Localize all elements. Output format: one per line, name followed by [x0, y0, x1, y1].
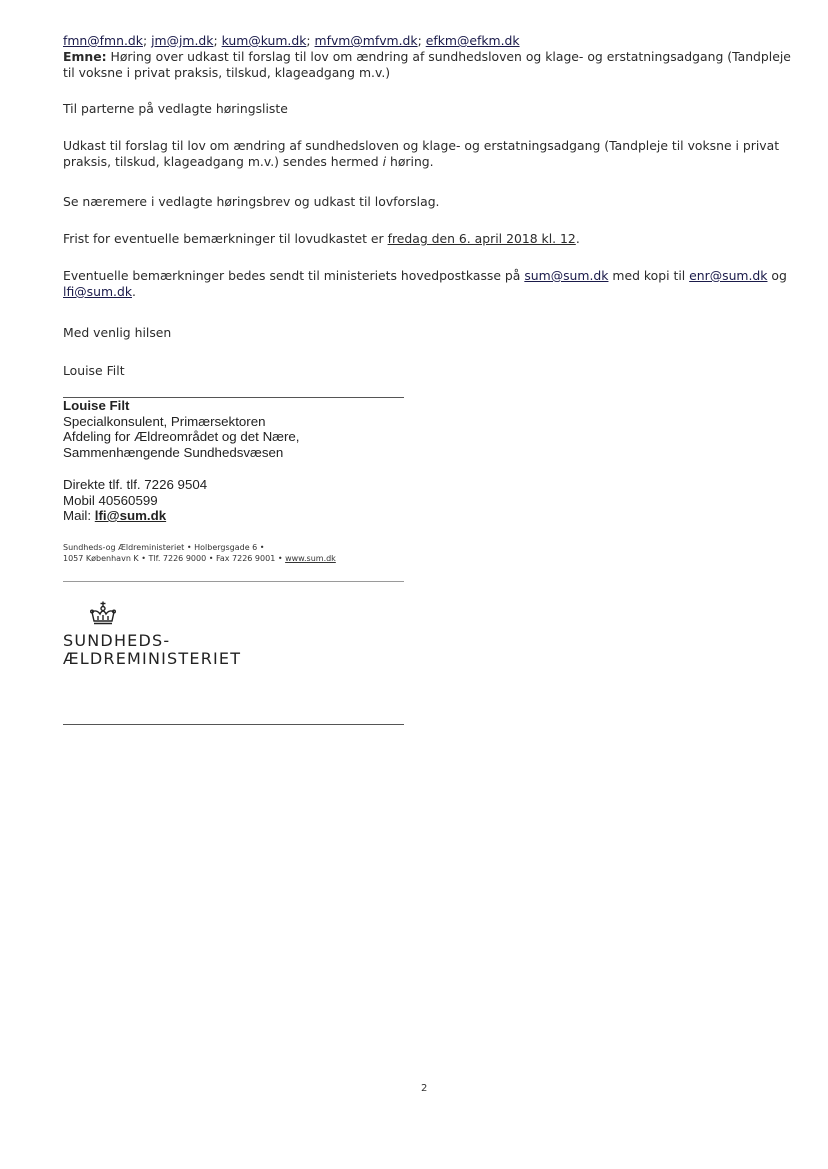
paragraph-1-line1: Udkast til forslag til lov om ændring af sundhedsloven og klage- og erstatningsadgang (Tandpleje til voksne i privat	[63, 138, 780, 153]
address-divider	[63, 581, 404, 582]
greeting: Til parterne på vedlagte høringsliste	[63, 101, 288, 116]
signature-mail-link[interactable]: lfi@sum.dk	[94, 508, 167, 523]
subject-label: Emne:	[63, 49, 107, 64]
paragraph-3-end: .	[575, 231, 580, 246]
paragraph-1-italic: i	[382, 154, 387, 169]
signature-block	[63, 398, 300, 460]
signature-name: Louise Filt	[63, 398, 130, 413]
address-line2: 1057 København K • Tlf. 7226 9000 • Fax 7226 9001 •	[63, 554, 286, 563]
signature-direct-phone: Direkte tlf. tlf. 7226 9504	[63, 477, 208, 492]
address-line1: Sundheds-og Ældreministeriet • Holbergsgade 6 •	[63, 543, 265, 552]
signature-title: Specialkonsulent, Primærsektoren	[63, 413, 266, 429]
paragraph-4-mid: med kopi til	[608, 268, 690, 283]
signature-dept1: Afdeling for Ældreområdet og det Nære,	[63, 429, 300, 444]
email-link-copy[interactable]: enr@sum.dk	[689, 268, 768, 283]
ministry-address	[63, 542, 336, 564]
paragraph-1-line2b: høring.	[386, 154, 434, 169]
contact-block	[63, 477, 207, 524]
paragraph-3	[63, 231, 580, 247]
website-link[interactable]: www.sum.dk	[285, 554, 336, 563]
crown-icon	[89, 601, 117, 627]
signature-dept2: Sammenhængende Sundhedsvæsen	[63, 444, 284, 460]
logo-line1: SUNDHEDS-	[63, 631, 171, 650]
subject-text-line2: til voksne i privat praksis, tilskud, klageadgang m.v.)	[63, 65, 391, 80]
ministry-logo-text	[63, 632, 241, 668]
signature-mobile: Mobil 40560599	[63, 492, 158, 508]
paragraph-4	[63, 268, 803, 300]
recipient-link[interactable]: fmn@fmn.dk	[63, 33, 143, 48]
email-link-main[interactable]: sum@sum.dk	[524, 268, 609, 283]
subject	[63, 49, 803, 81]
recipients-line: fmn@fmn.dk; jm@jm.dk; kum@kum.dk; mfvm@mfvm.dk; efkm@efkm.dk	[63, 33, 520, 48]
logo-line2: ÆLDREMINISTERIET	[63, 649, 242, 668]
signature-mail-label: Mail:	[63, 508, 95, 523]
paragraph-4-end: .	[132, 284, 136, 299]
paragraph-1	[63, 138, 803, 170]
paragraph-4-and: og	[767, 268, 787, 283]
deadline: fredag den 6. april 2018 kl. 12	[387, 231, 576, 246]
paragraph-1-line2a: praksis, tilskud, klageadgang m.v.) sendes hermed	[63, 154, 383, 169]
email-link-copy2[interactable]: lfi@sum.dk	[63, 284, 132, 299]
recipient-link[interactable]: mfvm@mfvm.dk	[314, 33, 418, 48]
recipient-link[interactable]: kum@kum.dk	[221, 33, 307, 48]
logo-divider	[63, 724, 404, 725]
subject-text-line1: Høring over udkast til forslag til lov om ændring af sundhedsloven og klage- og erstatningsadgang (Tandpleje	[110, 49, 791, 64]
recipient-link[interactable]: jm@jm.dk	[151, 33, 214, 48]
sender-name: Louise Filt	[63, 363, 125, 378]
paragraph-2: Se næremere i vedlagte høringsbrev og udkast til lovforslag.	[63, 194, 440, 209]
page-number: 2	[421, 1083, 428, 1094]
closing: Med venlig hilsen	[63, 325, 172, 340]
recipient-link[interactable]: efkm@efkm.dk	[425, 33, 520, 48]
paragraph-3-text: Frist for eventuelle bemærkninger til lovudkastet er	[63, 231, 388, 246]
paragraph-4-text: Eventuelle bemærkninger bedes sendt til ministeriets hovedpostkasse på	[63, 268, 525, 283]
